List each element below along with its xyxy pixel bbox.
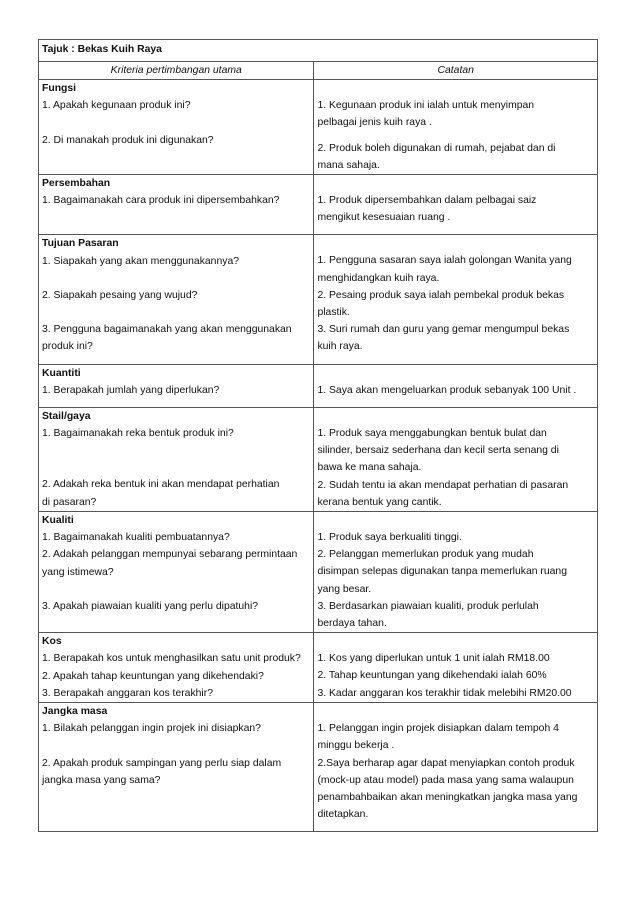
criteria-cell — [39, 408, 314, 512]
answer-line: ditetapkan. — [317, 809, 369, 821]
question-line: 2. Apakah produk sampingan yang perlu siap dalam — [42, 757, 282, 769]
criteria-cell — [39, 703, 314, 832]
section-title: Kuantiti — [42, 367, 81, 379]
header-row — [39, 62, 598, 80]
title-row — [39, 40, 598, 62]
header-criteria: Kriteria pertimbangan utama — [39, 62, 314, 80]
question-line: 1. Siapakah yang akan menggunakannya? — [42, 255, 239, 267]
notes-cell — [314, 175, 598, 235]
answer-line: kerana bentuk yang cantik. — [317, 496, 442, 508]
answer-line: 1. Pelanggan ingin projek disiapkan dalam tempoh 4 — [317, 723, 559, 735]
criteria-cell — [39, 175, 314, 235]
criteria-cell — [39, 364, 314, 407]
question-line: 3. Berapakah anggaran kos terakhir? — [42, 687, 213, 699]
answer-line: 2. Sudah tentu ia akan mendapat perhatian di pasaran — [317, 479, 569, 491]
section-row-kualiti — [39, 512, 598, 633]
answer-line: 1. Produk saya berkualiti tinggi. — [317, 532, 462, 544]
answer-line: 2. Pesaing produk saya ialah pembekal produk bekas — [317, 289, 565, 301]
answer-line: 2. Produk boleh digunakan di rumah, pejabat dan di — [317, 142, 556, 154]
section-row-persembahan — [39, 175, 598, 235]
question-line: 1. Berapakah kos untuk menghasilkan satu unit produk? — [42, 653, 301, 665]
question-line: 2. Di manakah produk ini digunakan? — [42, 134, 214, 146]
answer-line: penambahbaikan akan meningkatkan jangka masa yang — [317, 791, 578, 803]
answer-line: kuih raya. — [317, 341, 363, 353]
question-line: 2. Adakah reka bentuk ini akan mendapat perhatian — [42, 479, 280, 491]
section-title: Kos — [42, 636, 62, 648]
answer-line: mana sahaja. — [317, 159, 380, 171]
section-row-tujuan-pasaran — [39, 235, 598, 364]
header-notes: Catatan — [314, 62, 598, 80]
answer-line: 1. Kos yang diperlukan untuk 1 unit ialah RM18.00 — [317, 653, 550, 665]
section-row-kuantiti — [39, 364, 598, 407]
notes-cell — [314, 364, 598, 407]
notes-cell — [314, 235, 598, 364]
answer-line: 1. Produk saya menggabungkan bentuk bulat dan — [317, 428, 547, 440]
notes-cell — [314, 80, 598, 175]
answer-line: silinder, bersaiz sederhana dan kecil serta senang di — [317, 445, 559, 457]
criteria-cell — [39, 633, 314, 703]
answer-line: menghidangkan kuih raya. — [317, 272, 440, 284]
section-title: Persembahan — [42, 178, 111, 190]
question-line: 1. Bagaimanakah cara produk ini dipersembahkan? — [42, 195, 280, 207]
question-line: produk ini? — [42, 341, 93, 353]
criteria-cell — [39, 512, 314, 633]
answer-line: 1. Pengguna sasaran saya ialah golongan Wanita yang — [317, 255, 572, 267]
answer-line: pelbagai jenis kuih raya . — [317, 117, 432, 129]
answer-line: disimpan selepas digunakan tanpa memerlukan ruang — [317, 566, 567, 578]
notes-cell — [314, 633, 598, 703]
answer-line: 3. Berdasarkan piawaian kualiti, produk perlulah — [317, 600, 539, 612]
criteria-cell — [39, 80, 314, 175]
answer-line: bawa ke mana sahaja. — [317, 462, 422, 474]
answer-line: 2. Tahap keuntungan yang dikehendaki ialah 60% — [317, 670, 547, 682]
section-row-kos — [39, 633, 598, 703]
answer-line: 3. Suri rumah dan guru yang gemar mengumpul bekas — [317, 324, 570, 336]
section-row-jangka-masa — [39, 703, 598, 832]
question-line: 3. Pengguna bagaimanakah yang akan menggunakan — [42, 324, 292, 336]
question-line: 1. Bagaimanakah reka bentuk produk ini? — [42, 428, 234, 440]
criteria-cell — [39, 235, 314, 364]
answer-line: (mock-up atau model) pada masa yang sama walaupun — [317, 774, 574, 786]
question-line: di pasaran? — [42, 496, 97, 508]
document-sheet — [38, 39, 598, 832]
answer-line: 3. Kadar anggaran kos terakhir tidak melebihi RM20.00 — [317, 687, 572, 699]
answer-line: 2. Pelanggan memerlukan produk yang mudah — [317, 549, 534, 561]
section-row-stail-gaya — [39, 408, 598, 512]
answer-line: plastik. — [317, 307, 350, 319]
notes-cell — [314, 512, 598, 633]
section-title: Stail/gaya — [42, 411, 91, 423]
question-line: yang istimewa? — [42, 566, 114, 578]
criteria-table — [38, 39, 598, 832]
section-title: Tujuan Pasaran — [42, 238, 119, 250]
question-line: 2. Apakah tahap keuntungan yang dikehendaki? — [42, 670, 264, 682]
answer-line: berdaya tahan. — [317, 618, 387, 630]
question-line: jangka masa yang sama? — [42, 774, 161, 786]
question-line: 1. Bilakah pelanggan ingin projek ini disiapkan? — [42, 723, 261, 735]
answer-line: minggu bekerja . — [317, 740, 395, 752]
answer-line: 2.Saya berharap agar dapat menyiapkan contoh produk — [317, 757, 575, 769]
answer-line: yang besar. — [317, 583, 372, 595]
notes-cell — [314, 703, 598, 832]
section-title: Jangka masa — [42, 706, 108, 718]
answer-line: 1. Produk dipersembahkan dalam pelbagai saiz — [317, 195, 537, 207]
section-row-fungsi — [39, 80, 598, 175]
question-line: 1. Berapakah jumlah yang diperlukan? — [42, 384, 220, 396]
answer-line: 1. Kegunaan produk ini ialah untuk menyimpan — [317, 100, 535, 112]
question-line: 3. Apakah piawaian kualiti yang perlu dipatuhi? — [42, 600, 259, 612]
section-title: Fungsi — [42, 83, 77, 95]
question-line: 1. Bagaimanakah kualiti pembuatannya? — [42, 532, 230, 544]
question-line: 2. Siapakah pesaing yang wujud? — [42, 289, 198, 301]
question-line: 2. Adakah pelanggan mempunyai sebarang permintaan — [42, 549, 298, 561]
answer-line: mengikut kesesuaian ruang . — [317, 212, 451, 224]
document-title: Tajuk : Bekas Kuih Raya — [39, 40, 598, 62]
answer-line: 1. Saya akan mengeluarkan produk sebanyak 100 Unit . — [317, 384, 577, 396]
section-title: Kualiti — [42, 515, 74, 527]
notes-cell — [314, 408, 598, 512]
question-line: 1. Apakah kegunaan produk ini? — [42, 100, 191, 112]
